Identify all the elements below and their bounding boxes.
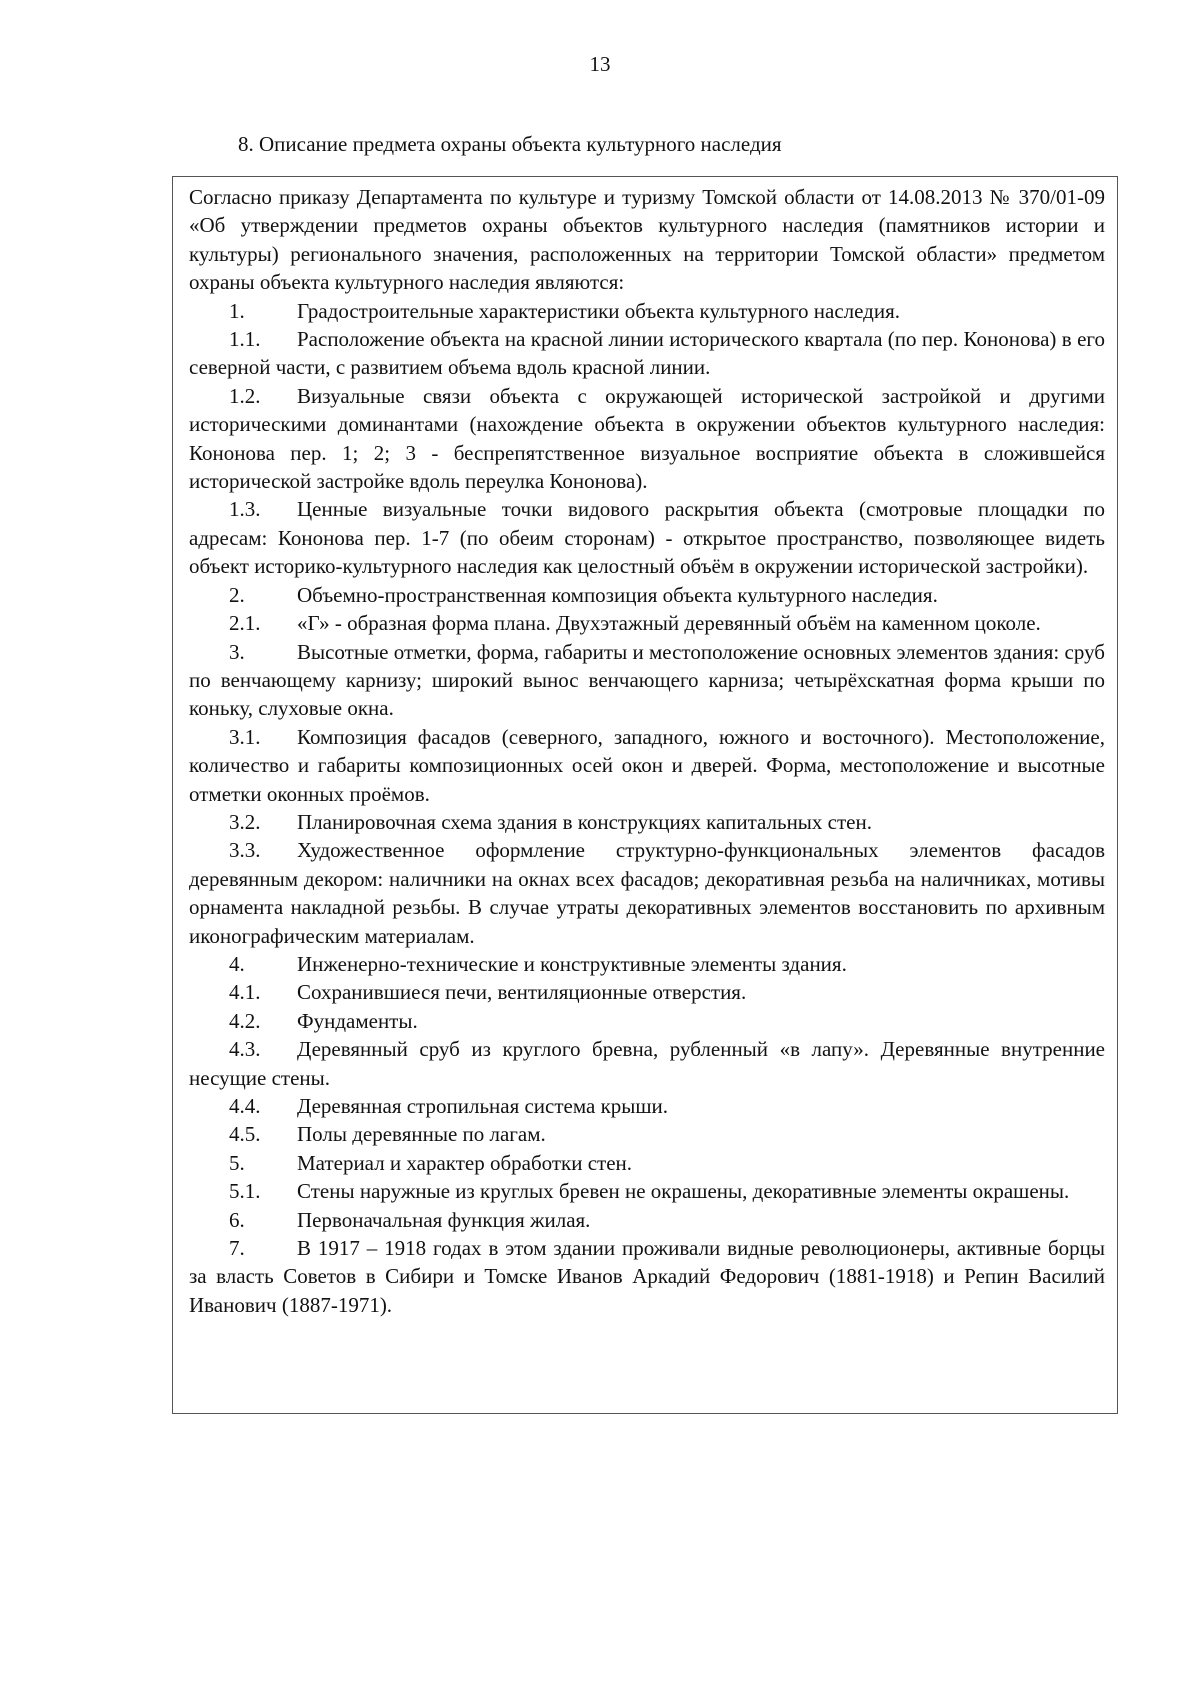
- item-text: Фундаменты.: [297, 1008, 418, 1033]
- item-number: 3.3.: [229, 838, 261, 863]
- list-item: [189, 581, 1105, 609]
- list-item: [189, 297, 1105, 325]
- item-number: 3.2.: [229, 809, 261, 834]
- item-text: Визуальные связи объекта с окружающей исторической застройкой и другими историческими доминантами (нахождение объекта в окружении объектов культурного наследия: Кононова пер. 1; 2; 3 - беспрепятственное визуальное восприятие объекта в сложившейся исторической застройке вдоль переулка Кононова).: [189, 383, 1105, 494]
- item-number: 3.1.: [229, 724, 261, 749]
- list-item: [189, 978, 1105, 1006]
- list-item: [189, 325, 1105, 382]
- item-number: 1.: [229, 298, 245, 323]
- item-text: Сохранившиеся печи, вентиляционные отверстия.: [297, 980, 747, 1005]
- item-text: В 1917 – 1918 годах в этом здании проживали видные революционеры, активные борцы за власть Советов в Сибири и Томске Иванов Аркадий Федорович (1881-1918) и Репин Василий Иванович (1887-1971).: [189, 1236, 1105, 1317]
- item-number: 4.5.: [229, 1122, 261, 1147]
- list-item: [189, 808, 1105, 836]
- item-text: Инженерно-технические и конструктивные элементы здания.: [297, 951, 847, 976]
- section-heading: 8. Описание предмета охраны объекта культурного наследия: [238, 132, 782, 156]
- list-item: [189, 1035, 1105, 1092]
- item-text: Деревянный сруб из круглого бревна, рубленный «в лапу». Деревянные внутренние несущие стены.: [189, 1037, 1105, 1090]
- list-item: [189, 495, 1105, 580]
- list-item: [189, 1149, 1105, 1177]
- list-item: [189, 1007, 1105, 1035]
- list-item: [189, 1092, 1105, 1120]
- item-number: 3.: [229, 639, 245, 664]
- list-item: [189, 382, 1105, 496]
- item-number: 4.3.: [229, 1037, 261, 1062]
- list-item: [189, 1234, 1105, 1319]
- item-number: 1.2.: [229, 383, 261, 408]
- item-text: Материал и характер обработки стен.: [297, 1150, 633, 1175]
- items-list: [189, 297, 1105, 1320]
- page-number: 13: [589, 52, 611, 76]
- item-number: 5.: [229, 1150, 245, 1175]
- list-item: [189, 723, 1105, 808]
- item-number: 4.1.: [229, 980, 261, 1005]
- item-number: 1.3.: [229, 497, 261, 522]
- item-number: 4.2.: [229, 1008, 261, 1033]
- intro-paragraph: Согласно приказу Департамента по культуре и туризму Томской области от 14.08.2013 № 370/01-09 «Об утверждении предметов охраны объектов культурного наследия (памятников истории и культуры) регионального значения, расположенных на территории Томской области» предметом охраны объекта культурного наследия являются:: [189, 185, 1105, 295]
- item-text: Объемно-пространственная композиция объекта культурного наследия.: [297, 582, 938, 607]
- item-text: Ценные визуальные точки видового раскрытия объекта (смотровые площадки по адресам: Кононова пер. 1-7 (по обеим сторонам) - открытое пространство, позволяющее видеть объект историко-культурного наследия как целостный объём в окружении исторической застройки).: [189, 497, 1105, 579]
- item-text: «Г» - образная форма плана. Двухэтажный деревянный объём на каменном цоколе.: [297, 611, 1041, 636]
- item-text: Деревянная стропильная система крыши.: [297, 1094, 669, 1118]
- item-text: Высотные отметки, форма, габариты и местоположение основных элементов здания: сруб по венчающему карнизу; широкий вынос венчающего карниза; четырёхскатная форма крыши по коньку, слуховые окна.: [189, 639, 1105, 721]
- item-number: 4.4.: [229, 1094, 261, 1118]
- item-number: 2.1.: [229, 611, 261, 636]
- list-item: [189, 1120, 1105, 1148]
- item-number: 5.1.: [229, 1179, 261, 1204]
- item-text: Композиция фасадов (северного, западного, южного и восточного). Местоположение, количество и габариты композиционных осей окон и дверей. Форма, местоположение и высотные отметки оконных проёмов.: [189, 724, 1105, 806]
- item-text: Градостроительные характеристики объекта культурного наследия.: [297, 298, 900, 323]
- list-item: [189, 609, 1105, 637]
- item-text: Первоначальная функция жилая.: [297, 1207, 591, 1232]
- item-number: 1.1.: [229, 327, 261, 352]
- item-number: 6.: [229, 1207, 245, 1232]
- item-text: Художественное оформление структурно-функциональных элементов фасадов деревянным декором: наличники на окнах всех фасадов; декоративная резьба на наличниках, мотивы орнамента накладной резьбы. В случае утраты декоративных элементов восстановить по архивным иконографическим материалам.: [189, 838, 1105, 948]
- item-number: 7.: [229, 1236, 245, 1261]
- item-text: Планировочная схема здания в конструкциях капитальных стен.: [297, 809, 872, 834]
- item-text: Стены наружные из круглых бревен не окрашены, декоративные элементы окрашены.: [297, 1179, 1070, 1204]
- list-item: [189, 1177, 1105, 1205]
- list-item: [189, 836, 1105, 950]
- list-item: [189, 638, 1105, 723]
- item-text: Полы деревянные по лагам.: [297, 1122, 546, 1147]
- list-item: [189, 950, 1105, 978]
- item-text: Расположение объекта на красной линии исторического квартала (по пер. Кононова) в его северной части, с развитием объема вдоль красной линии.: [189, 327, 1105, 380]
- item-number: 2.: [229, 582, 245, 607]
- item-number: 4.: [229, 951, 245, 976]
- protection-subject-box: [172, 176, 1118, 1414]
- list-item: [189, 1206, 1105, 1234]
